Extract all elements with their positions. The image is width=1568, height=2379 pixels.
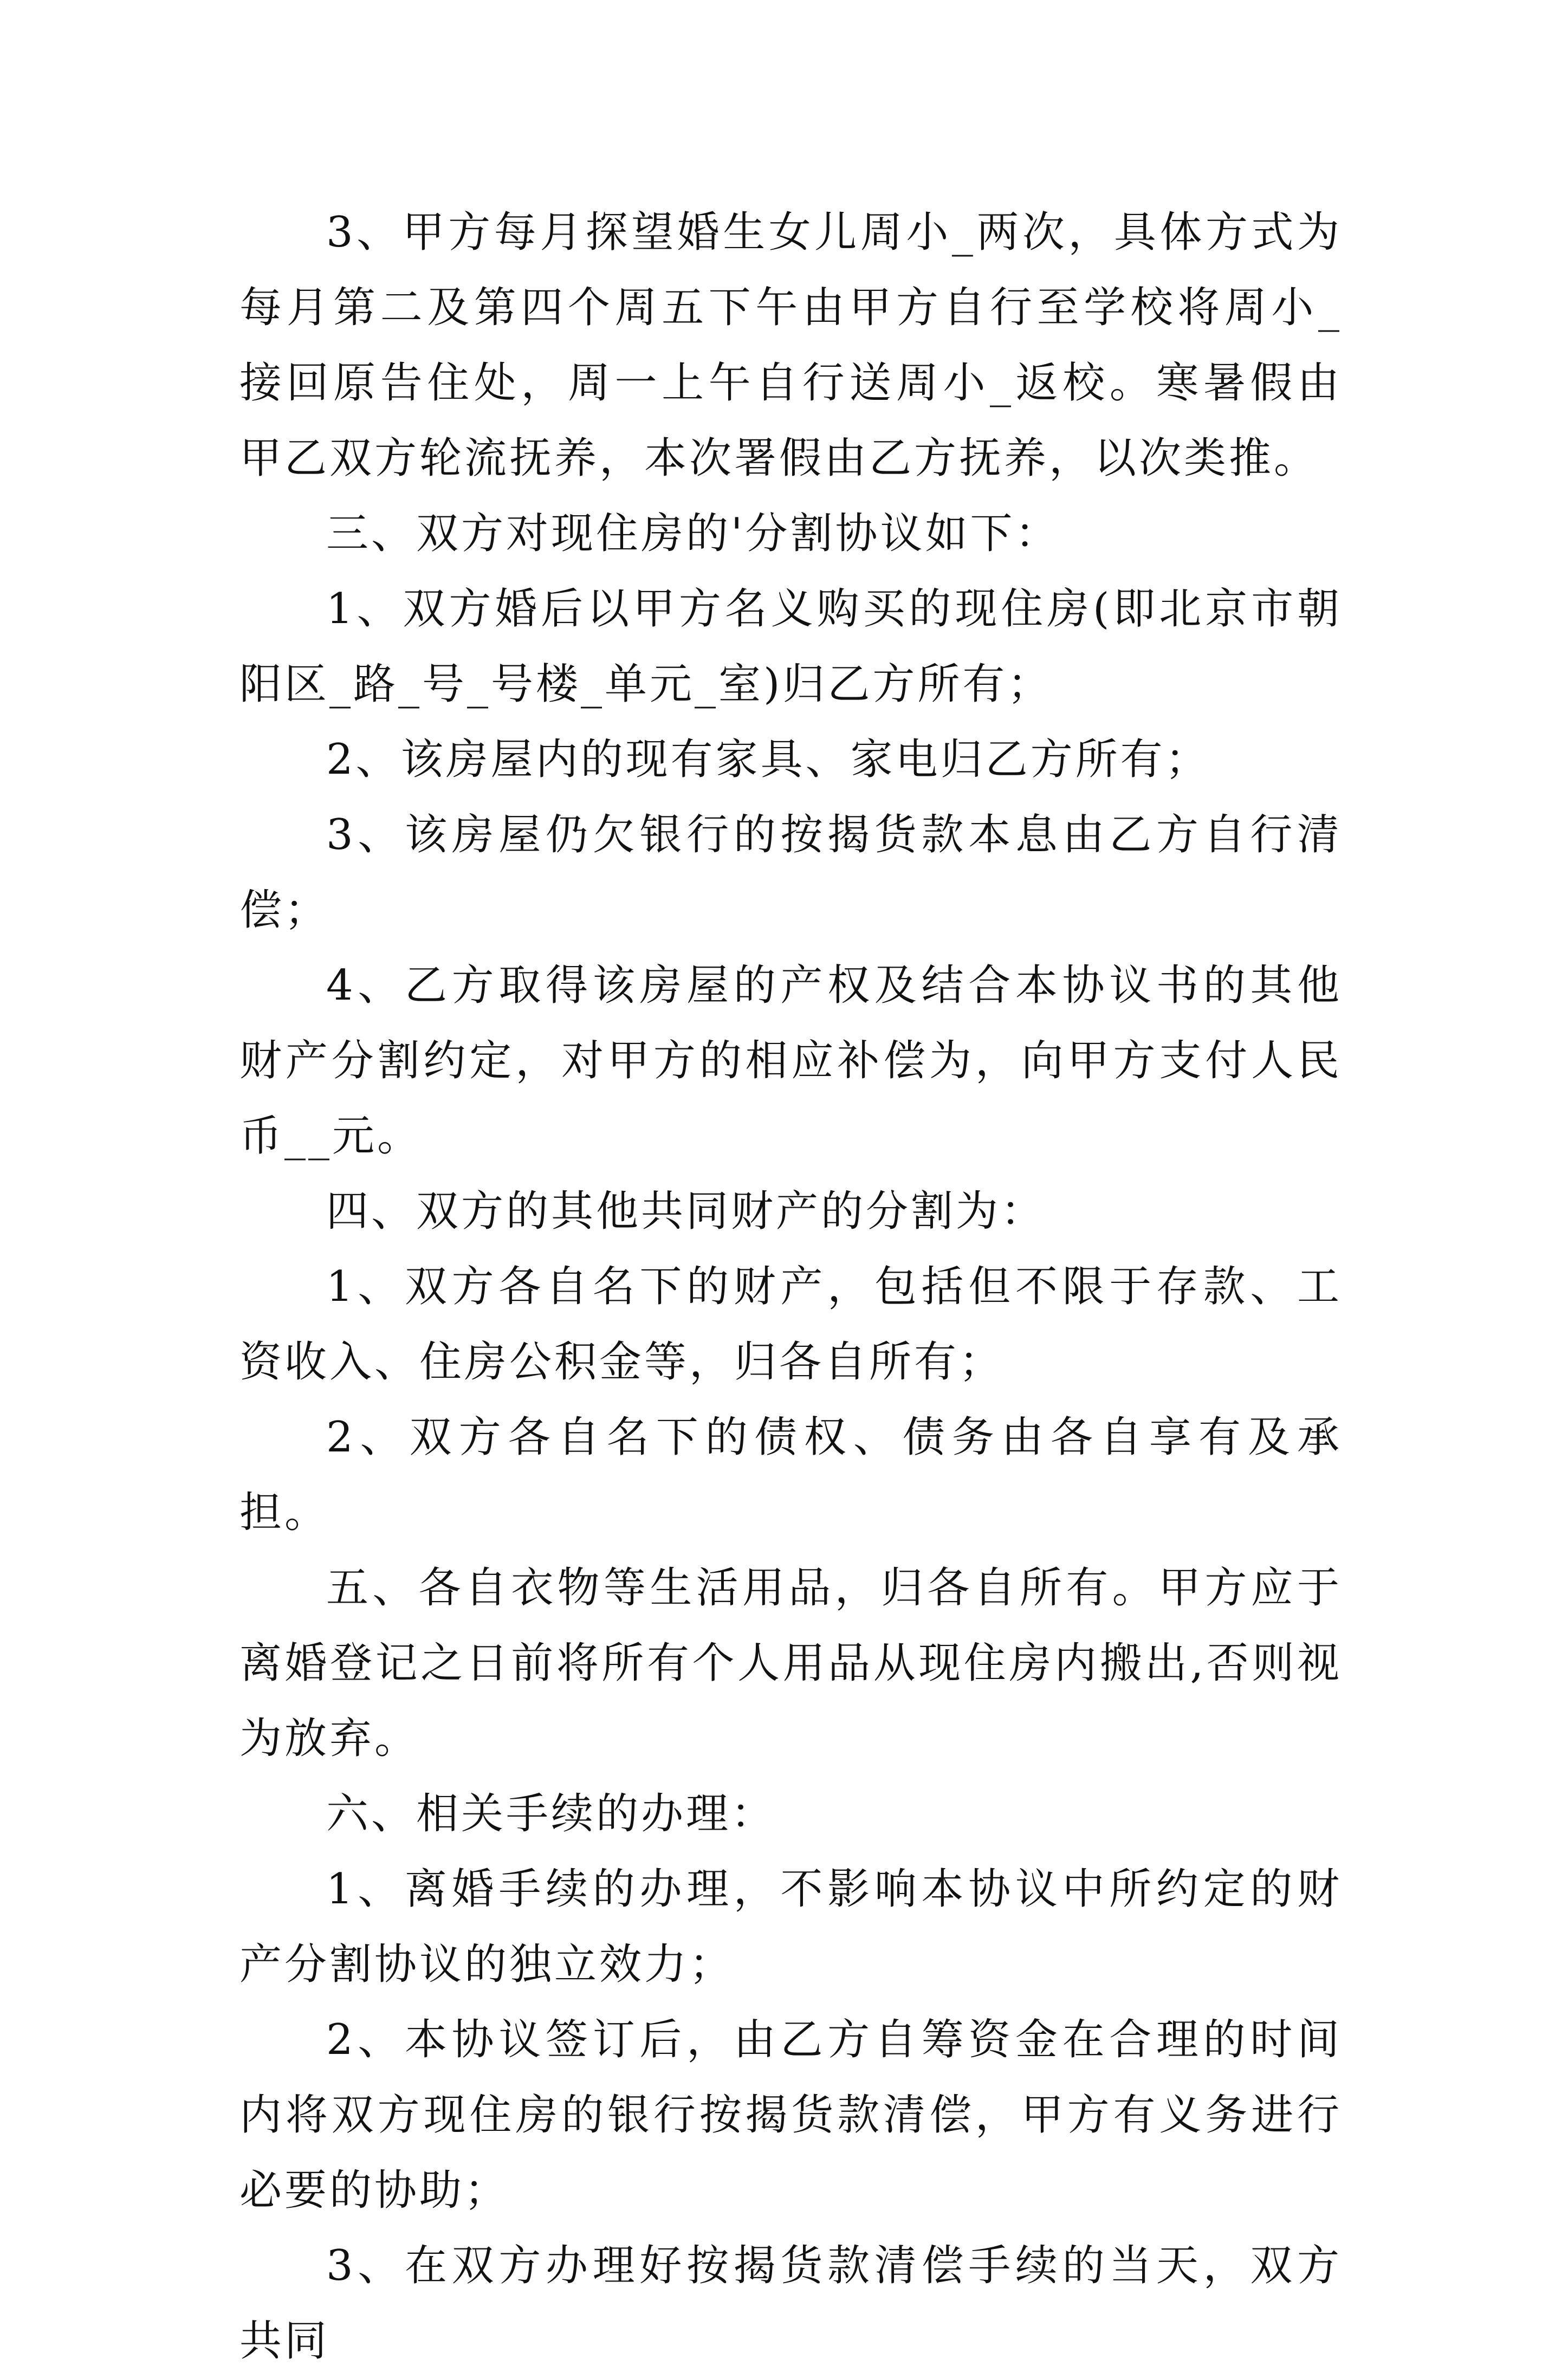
paragraph-visitation: 3、甲方每月探望婚生女儿周小_两次，具体方式为每月第二及第四个周五下午由甲方自行至学校将周小_接回原告住处，周一上午自行送周小_返校。寒暑假由甲乙双方轮流抚养，本次署假由乙方抚养，以次类推。 — [239, 208, 1342, 483]
paragraph-joint-handling: 3、在双方办理好按揭货款清偿手续的当天，双方共同 — [239, 2241, 1342, 2365]
paragraph-compensation: 4、乙方取得该房屋的产权及结合本协议书的其他财产分割约定，对甲方的相应补偿为，向甲方支付人民币__元。 — [239, 961, 1342, 1161]
paragraph-furniture: 2、该房屋内的现有家具、家电归乙方所有； — [326, 735, 1210, 784]
heading-other-property: 四、双方的其他共同财产的分割为： — [326, 1187, 1046, 1236]
paragraph-loan-repayment: 2、本协议签订后，由乙方自筹资金在合理的时间内将双方现住房的银行按揭货款清偿，甲方有义务进行必要的协助； — [239, 2015, 1342, 2215]
heading-procedures: 六、相关手续的办理： — [326, 1790, 776, 1838]
paragraph-belongings: 五、各自衣物等生活用品，归各自所有。甲方应于离婚登记之日前将所有个人用品从现住房内搬出,否则视为放弃。 — [239, 1564, 1342, 1763]
paragraph-personal-assets: 1、双方各自名下的财产，包括但不限于存款、工资收入、住房公积金等，归各自所有； — [239, 1262, 1342, 1386]
paragraph-debts: 2、双方各自名下的债权、债务由各自享有及承担。 — [239, 1413, 1342, 1537]
paragraph-mortgage: 3、该房屋仍欠银行的按揭货款本息由乙方自行清偿； — [239, 811, 1342, 935]
document-body — [239, 195, 1342, 2379]
paragraph-house-ownership: 1、双方婚后以甲方名义购买的现住房(即北京市朝阳区_路_号_号楼_单元_室)归乙方所有； — [239, 585, 1342, 709]
paragraph-divorce-procedure: 1、离婚手续的办理，不影响本协议中所约定的财产分割协议的独立效力； — [239, 1865, 1342, 1989]
heading-housing-division: 三、双方对现住房的'分割协议如下： — [326, 509, 1060, 558]
